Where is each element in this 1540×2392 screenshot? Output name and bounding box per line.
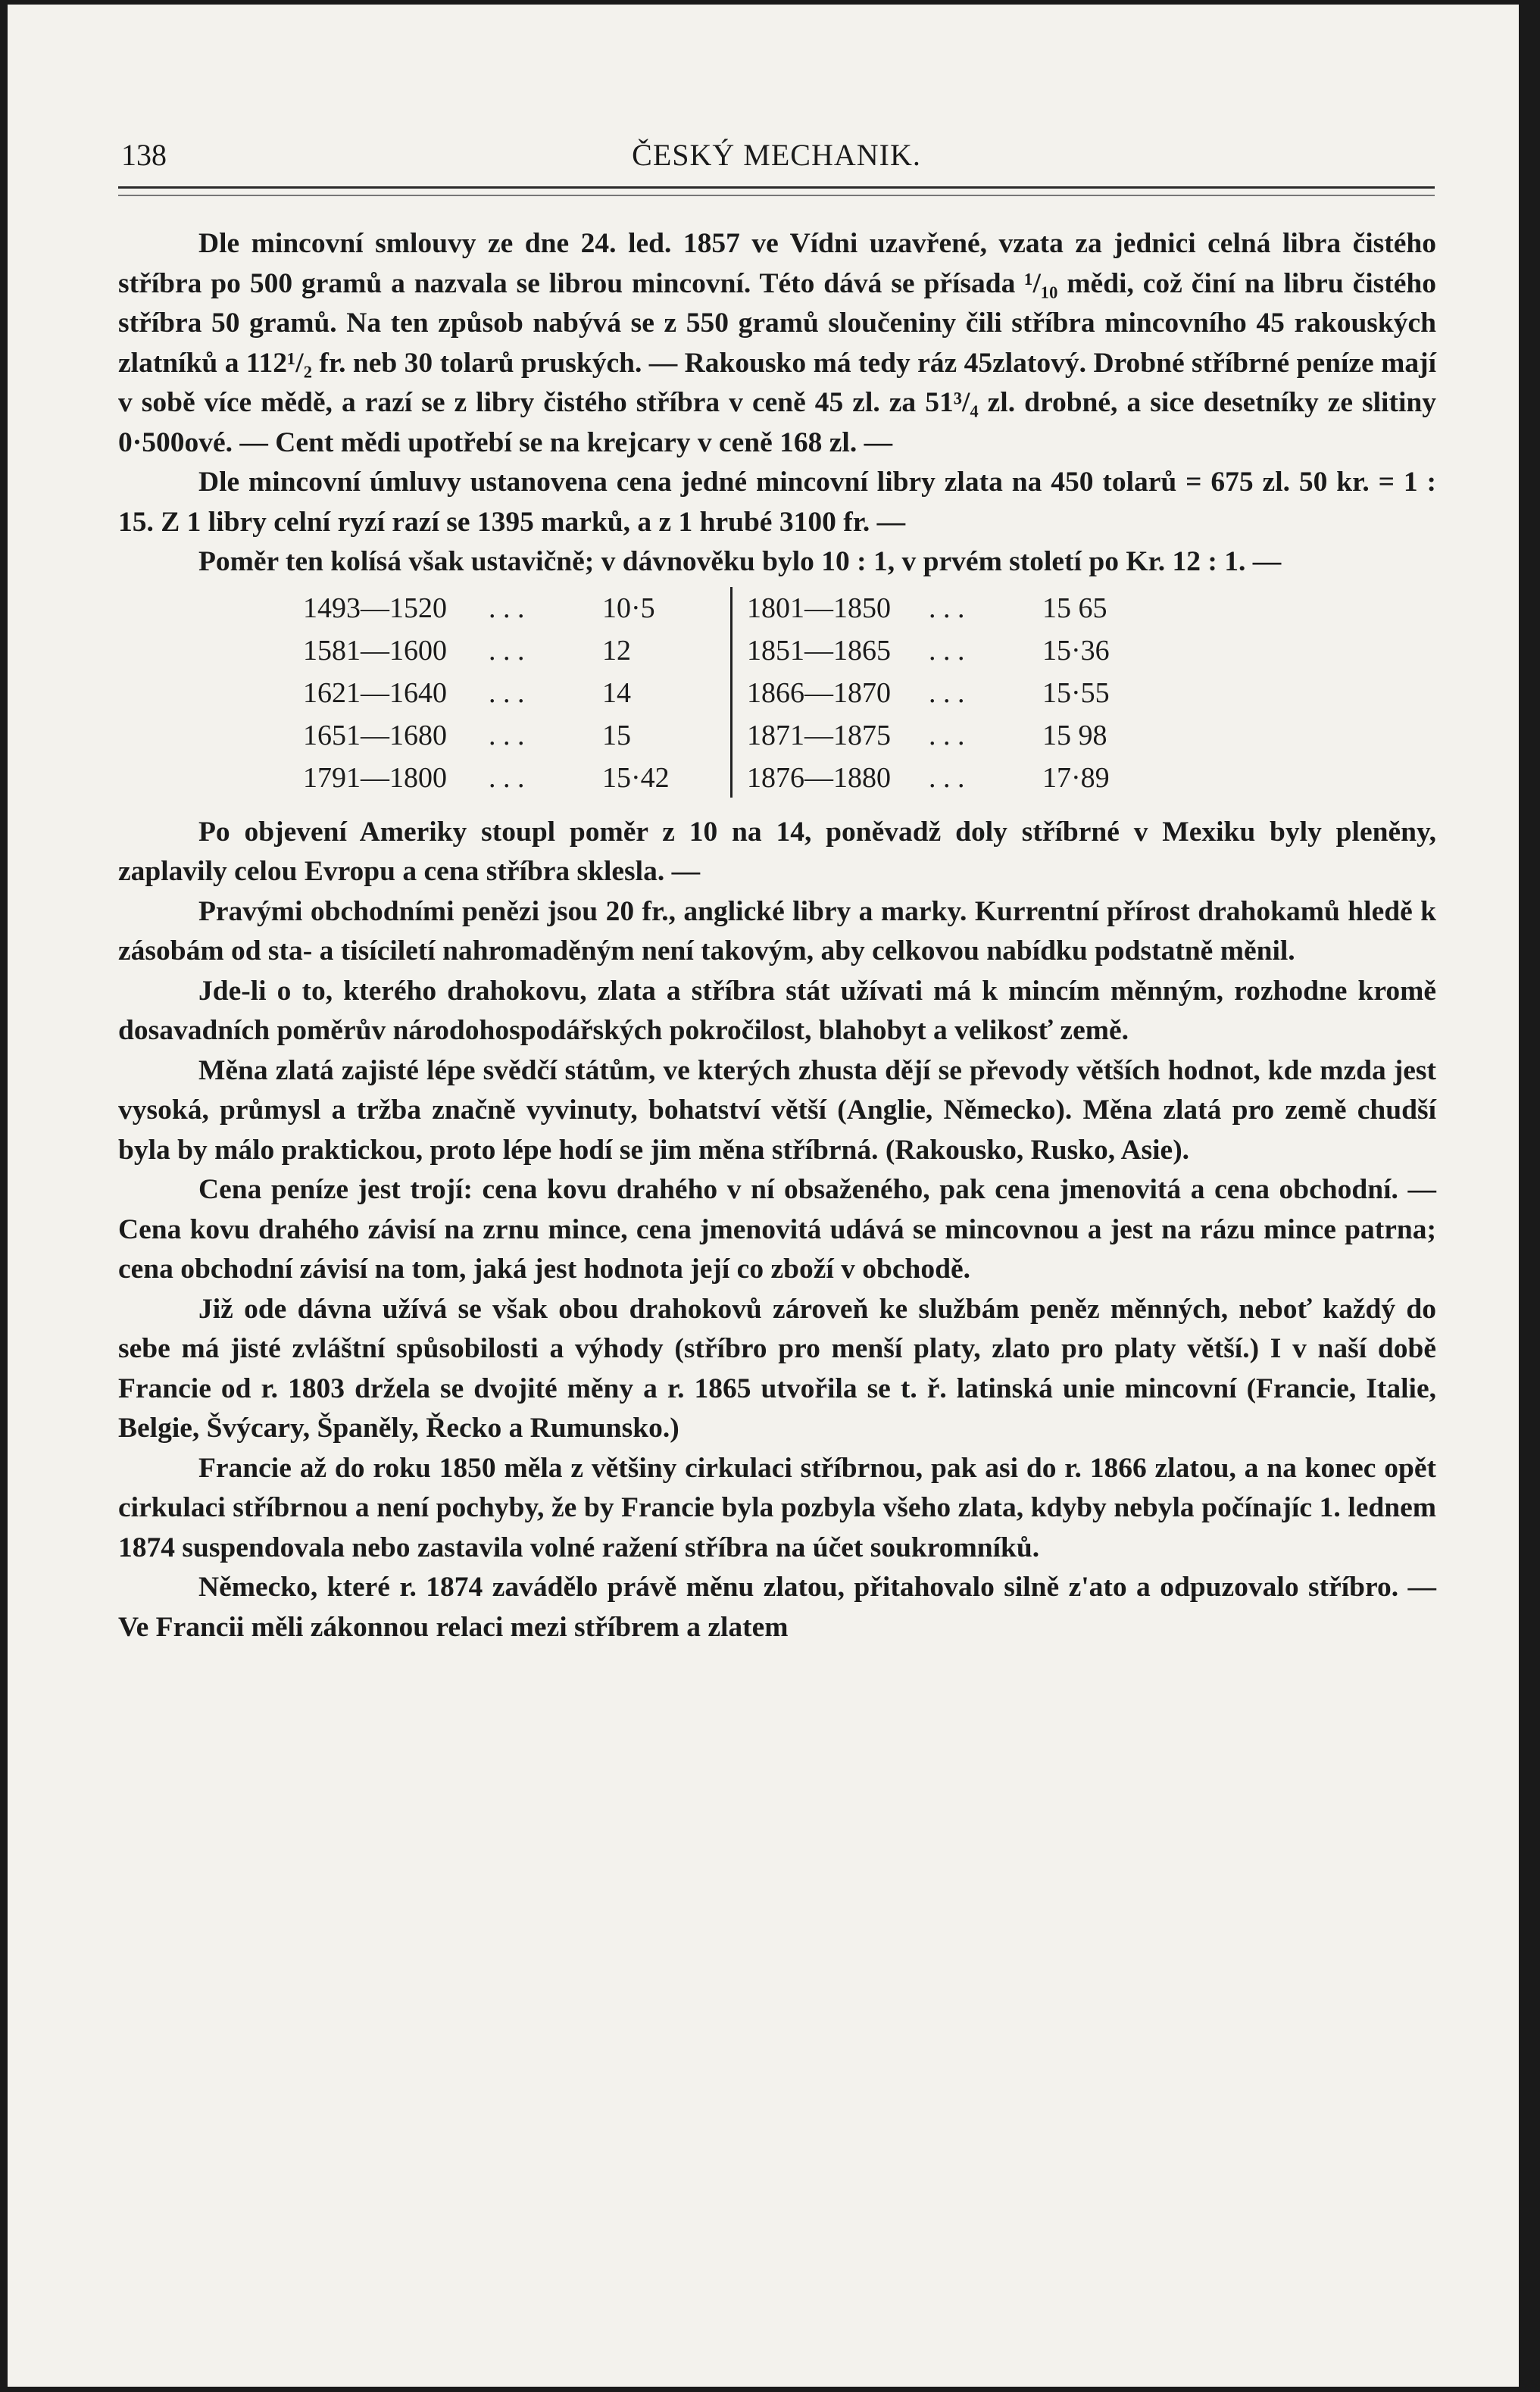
table-row bbox=[303, 714, 686, 757]
ratio: 15 98 bbox=[1042, 719, 1107, 751]
ratio: 15·42 bbox=[602, 761, 670, 794]
table-row bbox=[303, 629, 686, 672]
leader-dots: . . . bbox=[929, 634, 965, 667]
years: 1801—1850 bbox=[747, 592, 891, 624]
years: 1851—1865 bbox=[747, 634, 891, 667]
paragraph: Cena peníze jest trojí: cena kovu drahého v ní obsaženého, pak cena jmenovitá a cena obchodní. — Cena kovu drahého závisí na zrnu mince, cena jmenovitá udává se mincovnou a jest na rázu mince patrna; cena obchodní závisí na tom, jaká jest hodnota její co zboží v obchodě. bbox=[118, 1174, 1436, 1285]
leader-dots: . . . bbox=[489, 634, 525, 667]
table-row bbox=[303, 587, 686, 629]
paragraph: Poměr ten kolísá však ustavičně; v dávnověku bylo 10 : 1, v prvém století po Kr. 12 : 1. — bbox=[198, 546, 1282, 577]
ratio: 17·89 bbox=[1042, 761, 1110, 794]
table-row bbox=[747, 714, 1171, 757]
leader-dots: . . . bbox=[489, 761, 525, 794]
years: 1651—1680 bbox=[303, 719, 447, 751]
years: 1621—1640 bbox=[303, 676, 447, 709]
ratio: 12 bbox=[602, 634, 631, 667]
leader-dots: . . . bbox=[929, 676, 965, 709]
years: 1876—1880 bbox=[747, 761, 891, 794]
page-number: 138 bbox=[121, 138, 167, 172]
header-rule bbox=[118, 186, 1435, 196]
table-row bbox=[747, 587, 1171, 629]
table-row bbox=[747, 672, 1171, 714]
leader-dots: . . . bbox=[489, 592, 525, 624]
years: 1791—1800 bbox=[303, 761, 447, 794]
ratio: 10·5 bbox=[602, 592, 655, 624]
ratio: 15·36 bbox=[1042, 634, 1110, 667]
book-page bbox=[8, 5, 1519, 2387]
ratio: 15 bbox=[602, 719, 631, 751]
ratio-table bbox=[118, 587, 1436, 807]
paragraph: Jde-li o to, kterého drahokovu, zlata a stříbra stát užívati má k mincím měnným, rozhodne kromě dosavadních poměrův národohospodářských pokročilost, blahobyt a velikosť země. bbox=[118, 975, 1436, 1046]
leader-dots: . . . bbox=[489, 676, 525, 709]
years: 1871—1875 bbox=[747, 719, 891, 751]
ratio: 15·55 bbox=[1042, 676, 1110, 709]
running-title: ČESKÝ MECHANIK. bbox=[632, 138, 921, 172]
years: 1493—1520 bbox=[303, 592, 447, 624]
paragraph: Německo, které r. 1874 zavádělo právě měnu zlatou, přitahovalo silně z'ato a odpuzovalo stříbro. — Ve Francii měli zákonnou relaci mezi stříbrem a zlatem bbox=[118, 1572, 1436, 1643]
table-row bbox=[747, 757, 1171, 799]
paragraph: Dle mincovní úmluvy ustanovena cena jedné mincovní libry zlata na 450 tolarů = 675 zl. 50 kr. = 1 : 15. Z 1 libry celní ryzí razí se 1395 marků, a z 1 hrubé 3100 fr. — bbox=[118, 467, 1436, 538]
paragraph: Pravými obchodními penězi jsou 20 fr., anglické libry a marky. Kurrentní přírost drahokamů hledě k zásobám od sta- a tisíciletí nahromaděným není takovým, aby celkovou nabídku podstatně měnil. bbox=[118, 895, 1436, 966]
table-row bbox=[747, 629, 1171, 672]
table-divider bbox=[730, 587, 733, 798]
years: 1866—1870 bbox=[747, 676, 891, 709]
ratio: 14 bbox=[602, 676, 631, 709]
paragraph: Po objevení Ameriky stoupl poměr z 10 na 14, poněvadž doly stříbrné v Mexiku byly pleněny, zaplavily celou Evropu a cena stříbra sklesla. — bbox=[118, 816, 1436, 887]
body-text bbox=[118, 224, 1436, 1647]
paragraph: Francie až do roku 1850 měla z většiny cirkulaci stříbrnou, pak asi do r. 1866 zlatou, a na konec opět cirkulaci stříbrnou a není pochyby, že by Francie byla pozbyla všeho zlata, kdyby nebyla počínajíc 1. lednem 1874 suspendovala nebo zastavila volné ražení stříbra na účet soukromníků. bbox=[118, 1452, 1436, 1563]
ratio-table-left-column bbox=[303, 587, 686, 799]
leader-dots: . . . bbox=[929, 592, 965, 624]
table-row bbox=[303, 672, 686, 714]
ratio-table-right-column bbox=[747, 587, 1171, 799]
leader-dots: . . . bbox=[489, 719, 525, 751]
page-header bbox=[121, 137, 1432, 183]
leader-dots: . . . bbox=[929, 719, 965, 751]
leader-dots: . . . bbox=[929, 761, 965, 794]
years: 1581—1600 bbox=[303, 634, 447, 667]
table-row bbox=[303, 757, 686, 799]
ratio: 15 65 bbox=[1042, 592, 1107, 624]
paragraph: Dle mincovní smlouvy ze dne 24. led. 1857 ve Vídni uzavřené, vzata za jednici celná libra čistého stříbra po 500 gramů a nazvala se librou mincovní. Této dává se přísada ¹/₁₀ mědi, což činí na libru čistého stříbra 50 gramů. Na ten způsob nabývá se z 550 gramů sloučeniny čili stříbra mincovního 45 rakouských zlatníků a 112¹/₂ fr. neb 30 tolarů pruských. — Rakousko má tedy ráz 45zlatový. Drobné stříbrné peníze mají v sobě více mědě, a razí se z libry čistého stříbra v ceně 45 zl. za 51³/₄ zl. drobné, a sice desetníky ze slitiny 0·500ové. — Cent mědi upotřebí se na krejcary v ceně 168 zl. — bbox=[118, 228, 1436, 458]
paragraph: Již ode dávna užívá se však obou drahokovů zároveň ke službám peněz měnných, neboť každý do sebe má jisté zvláštní spůsobilosti a výhody (stříbro pro menší platy, zlato pro platy větší.) I v naší době Francie od r. 1803 držela se dvojité měny a r. 1865 utvořila se t. ř. latinská unie mincovní (Francie, Italie, Belgie, Švýcary, Španěly, Řecko a Rumunsko.) bbox=[118, 1293, 1436, 1444]
paragraph: Měna zlatá zajisté lépe svědčí státům, ve kterých zhusta dějí se převody větších hodnot, kde mzda jest vysoká, průmysl a tržba značně vyvinuty, bohatství větší (Anglie, Německo). Měna zlatá pro země chudší byla by málo praktickou, proto lépe hodí se jim měna stříbrná. (Rakousko, Rusko, Asie). bbox=[118, 1054, 1436, 1166]
